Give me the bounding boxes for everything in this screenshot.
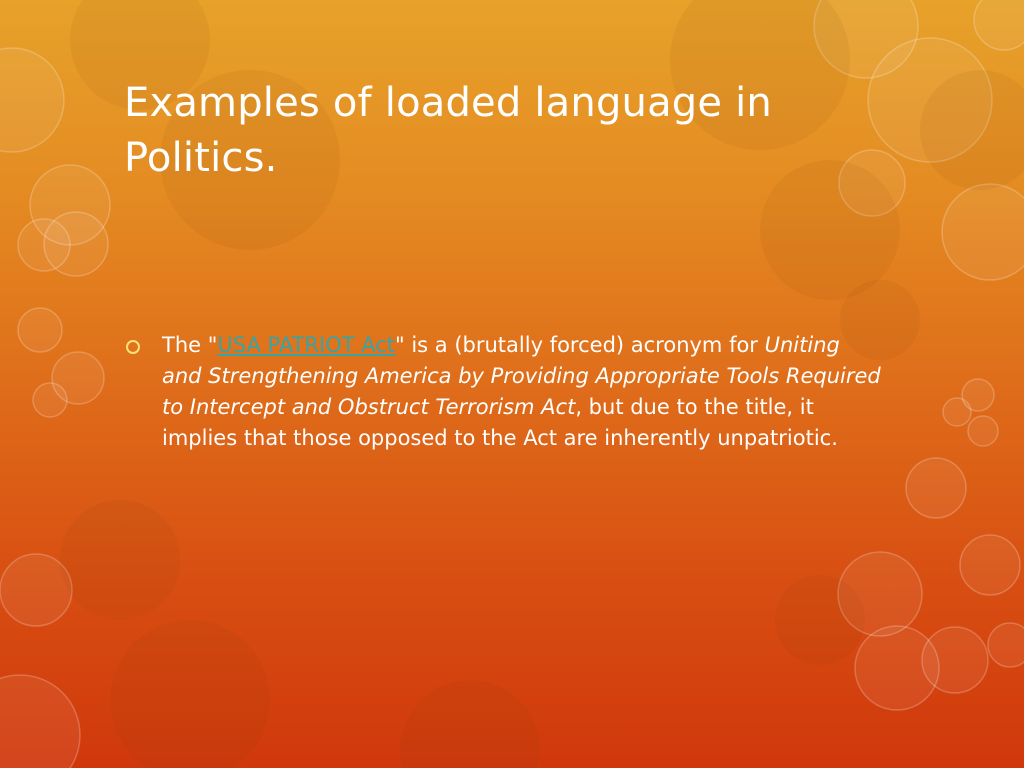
hollow-circle-bullet-icon [126,340,140,354]
bullet-item [126,330,886,454]
usa-patriot-act-link[interactable]: USA PATRIOT Act [217,333,396,357]
bullet-text [162,330,886,454]
bullet-after-link: " is a (brutally forced) acronym for [395,333,765,357]
acronym-expansion: Uniting and Strengthening America by Providing Appropriate Tools Required to Intercept and Obstruct Terrorism Act [162,333,881,419]
slide-title: Examples of loaded language in Politics. [124,80,772,181]
bullet-prefix: The " [162,333,218,357]
slide-content [126,330,886,454]
bullet-suffix: , but due to the title, it implies that those opposed to the Act are inherently unpatriotic. [162,395,838,450]
